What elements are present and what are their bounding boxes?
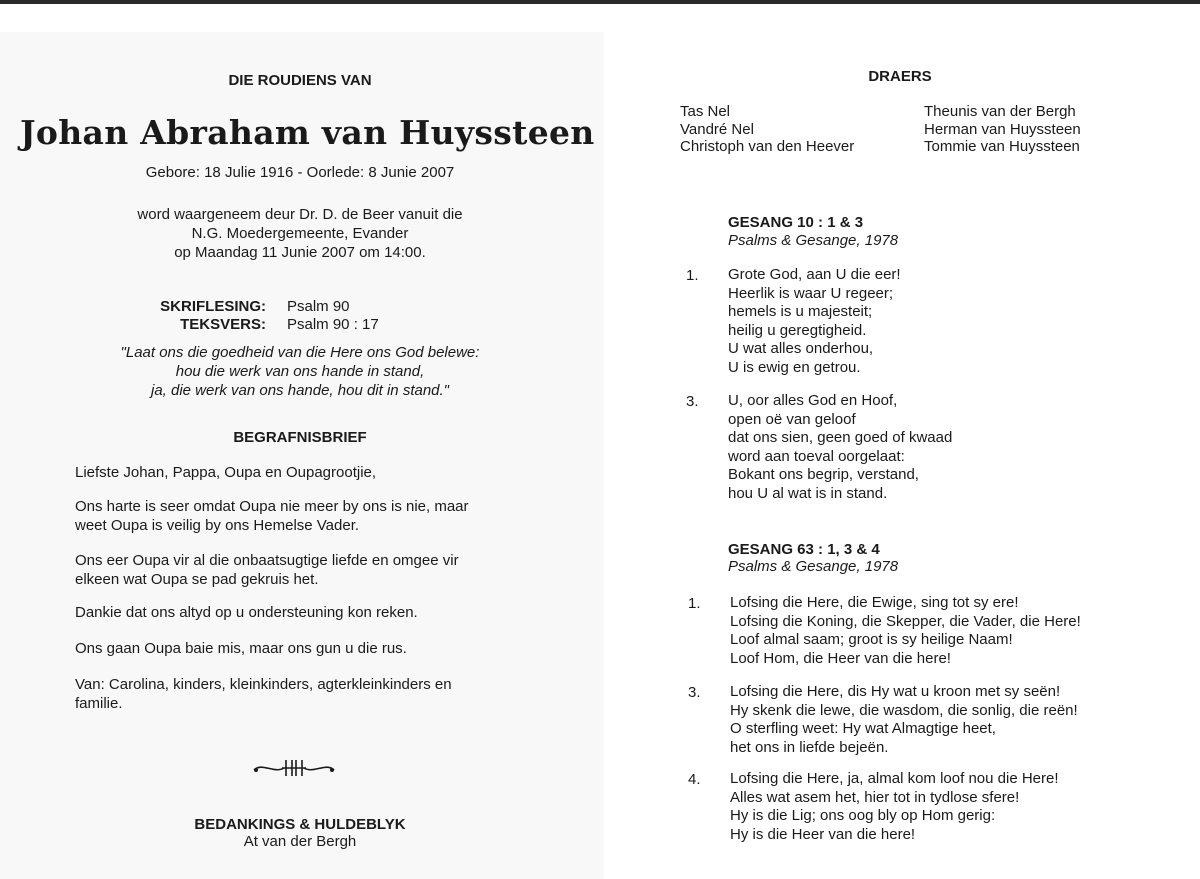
verse-lines bbox=[730, 594, 1081, 668]
verse-line: Grote God, aan U die eer! bbox=[728, 266, 901, 283]
heading-roudiens: DIE ROUDIENS VAN bbox=[228, 72, 372, 89]
letter-paragraph-1 bbox=[75, 497, 469, 535]
top-border bbox=[0, 0, 1200, 4]
verse-line: Lofsing die Here, dis Hy wat u kroon met sy seën! bbox=[730, 683, 1061, 700]
skriflesing-label: SKRIFLESING: bbox=[160, 298, 266, 315]
verse-line: open oë van geloof bbox=[728, 410, 856, 428]
service-line: word waargeneem deur Dr. D. de Beer vanuit die bbox=[137, 206, 463, 223]
scripture-quote bbox=[60, 343, 540, 400]
verse-line: word aan toeval oorgelaat: bbox=[728, 447, 905, 465]
bearers-column-2 bbox=[924, 103, 1081, 156]
skriflesing-value: Psalm 90 bbox=[287, 298, 350, 315]
bearers-heading: DRAERS bbox=[868, 68, 932, 85]
verse-line: hou U al wat is in stand. bbox=[728, 484, 888, 502]
verse-line: U, oor alles God en Hoof, bbox=[728, 392, 898, 409]
letter-paragraph-4: Ons gaan Oupa baie mis, maar ons gun u die rus. bbox=[75, 640, 407, 657]
hymn1-source: Psalms & Gesange, 1978 bbox=[728, 232, 899, 249]
verse-lines bbox=[730, 770, 1059, 844]
letter-line: weet Oupa is veilig by ons Hemelse Vader. bbox=[75, 517, 360, 534]
letter-signoff bbox=[75, 675, 452, 713]
verse-line: Hy is die Heer van die here! bbox=[730, 825, 916, 843]
verse-line: Loof almal saam; groot is sy heilige Naam! bbox=[730, 631, 1013, 648]
deceased-name: Johan Abraham van Huyssteen bbox=[20, 113, 595, 152]
bearer-name: Tommie van Huyssteen bbox=[924, 138, 1080, 155]
hymn2-source: Psalms & Gesange, 1978 bbox=[728, 558, 899, 575]
letter-heading: BEGRAFNISBRIEF bbox=[233, 429, 367, 446]
verse-line: dat ons sien, geen goed of kwaad bbox=[728, 429, 953, 446]
verse-line: hemels is u majesteit; bbox=[728, 303, 873, 320]
verse-lines bbox=[728, 392, 952, 503]
verse-line: Lofsing die Here, ja, almal kom loof nou die Here! bbox=[730, 770, 1059, 787]
teksvers-value: Psalm 90 : 17 bbox=[287, 316, 379, 333]
service-line: N.G. Moedergemeente, Evander bbox=[191, 225, 409, 242]
verse-line: Bokant ons begrip, verstand, bbox=[728, 466, 919, 483]
letter-line: familie. bbox=[75, 695, 123, 712]
verse-line: U is ewig en getrou. bbox=[728, 358, 861, 376]
service-details bbox=[60, 205, 540, 262]
verse-line: O sterfling weet: Hy wat Almagtige heet, bbox=[730, 720, 996, 737]
ornament-flourish-icon bbox=[252, 756, 336, 778]
left-page bbox=[0, 32, 604, 879]
teksvers-label: TEKSVERS: bbox=[180, 316, 266, 333]
quote-line: hou die werk van ons hande in stand, bbox=[175, 363, 425, 380]
letter-line: Ons harte is seer omdat Oupa nie meer by ons is nie, maar bbox=[75, 498, 469, 515]
quote-line: "Laat ons die goedheid van die Here ons God belewe: bbox=[120, 344, 480, 361]
thanks-name: At van der Bergh bbox=[243, 833, 357, 850]
service-line: op Maandag 11 Junie 2007 om 14:00. bbox=[174, 244, 426, 261]
letter-paragraph-2 bbox=[75, 551, 459, 589]
verse-line: Lofsing die Koning, die Skepper, die Vader, die Here! bbox=[730, 612, 1081, 630]
letter-line: Van: Carolina, kinders, kleinkinders, agterkleinkinders en bbox=[75, 676, 452, 693]
quote-line: ja, die werk van ons hande, hou dit in stand." bbox=[150, 382, 449, 399]
bearers-column-1 bbox=[680, 103, 854, 156]
thanks-heading: BEDANKINGS & HULDEBLYK bbox=[194, 816, 406, 833]
hymn2-title: GESANG 63 : 1, 3 & 4 bbox=[728, 541, 880, 558]
verse-line: het ons in liefde bejeën. bbox=[730, 738, 889, 756]
bearer-name: Christoph van den Heever bbox=[680, 138, 855, 155]
letter-line: elkeen wat Oupa se pad gekruis het. bbox=[75, 571, 319, 588]
verse-number: 1. bbox=[686, 267, 699, 284]
bearer-name: Herman van Huyssteen bbox=[924, 120, 1081, 138]
verse-number: 3. bbox=[688, 684, 701, 701]
verse-lines bbox=[730, 683, 1078, 757]
birth-death-dates: Gebore: 18 Julie 1916 - Oorlede: 8 Junie 2007 bbox=[145, 164, 455, 181]
verse-line: Hy is die Lig; ons oog bly op Hom gerig: bbox=[730, 807, 996, 824]
bearer-name: Theunis van der Bergh bbox=[924, 103, 1076, 120]
letter-line: Ons eer Oupa vir al die onbaatsugtige liefde en omgee vir bbox=[75, 552, 459, 569]
verse-line: Alles wat asem het, hier tot in tydlose sfere! bbox=[730, 788, 1020, 806]
verse-lines bbox=[728, 266, 901, 377]
hymn1-title: GESANG 10 : 1 & 3 bbox=[728, 214, 864, 231]
bearer-name: Tas Nel bbox=[680, 103, 731, 120]
letter-paragraph-3: Dankie dat ons altyd op u ondersteuning kon reken. bbox=[75, 604, 418, 621]
verse-line: Heerlik is waar U regeer; bbox=[728, 284, 894, 302]
verse-line: Hy skenk die lewe, die wasdom, die sonlig, die reën! bbox=[730, 701, 1078, 719]
verse-number: 4. bbox=[688, 771, 701, 788]
verse-line: heilig u geregtigheid. bbox=[728, 321, 867, 339]
verse-line: Loof Hom, die Heer van die here! bbox=[730, 649, 951, 667]
bearer-name: Vandré Nel bbox=[680, 120, 754, 138]
verse-line: U wat alles onderhou, bbox=[728, 340, 874, 357]
verse-line: Lofsing die Here, die Ewige, sing tot sy ere! bbox=[730, 594, 1019, 611]
verse-number: 3. bbox=[686, 393, 699, 410]
verse-number: 1. bbox=[688, 595, 701, 612]
letter-salutation: Liefste Johan, Pappa, Oupa en Oupagrootjie, bbox=[75, 464, 377, 481]
